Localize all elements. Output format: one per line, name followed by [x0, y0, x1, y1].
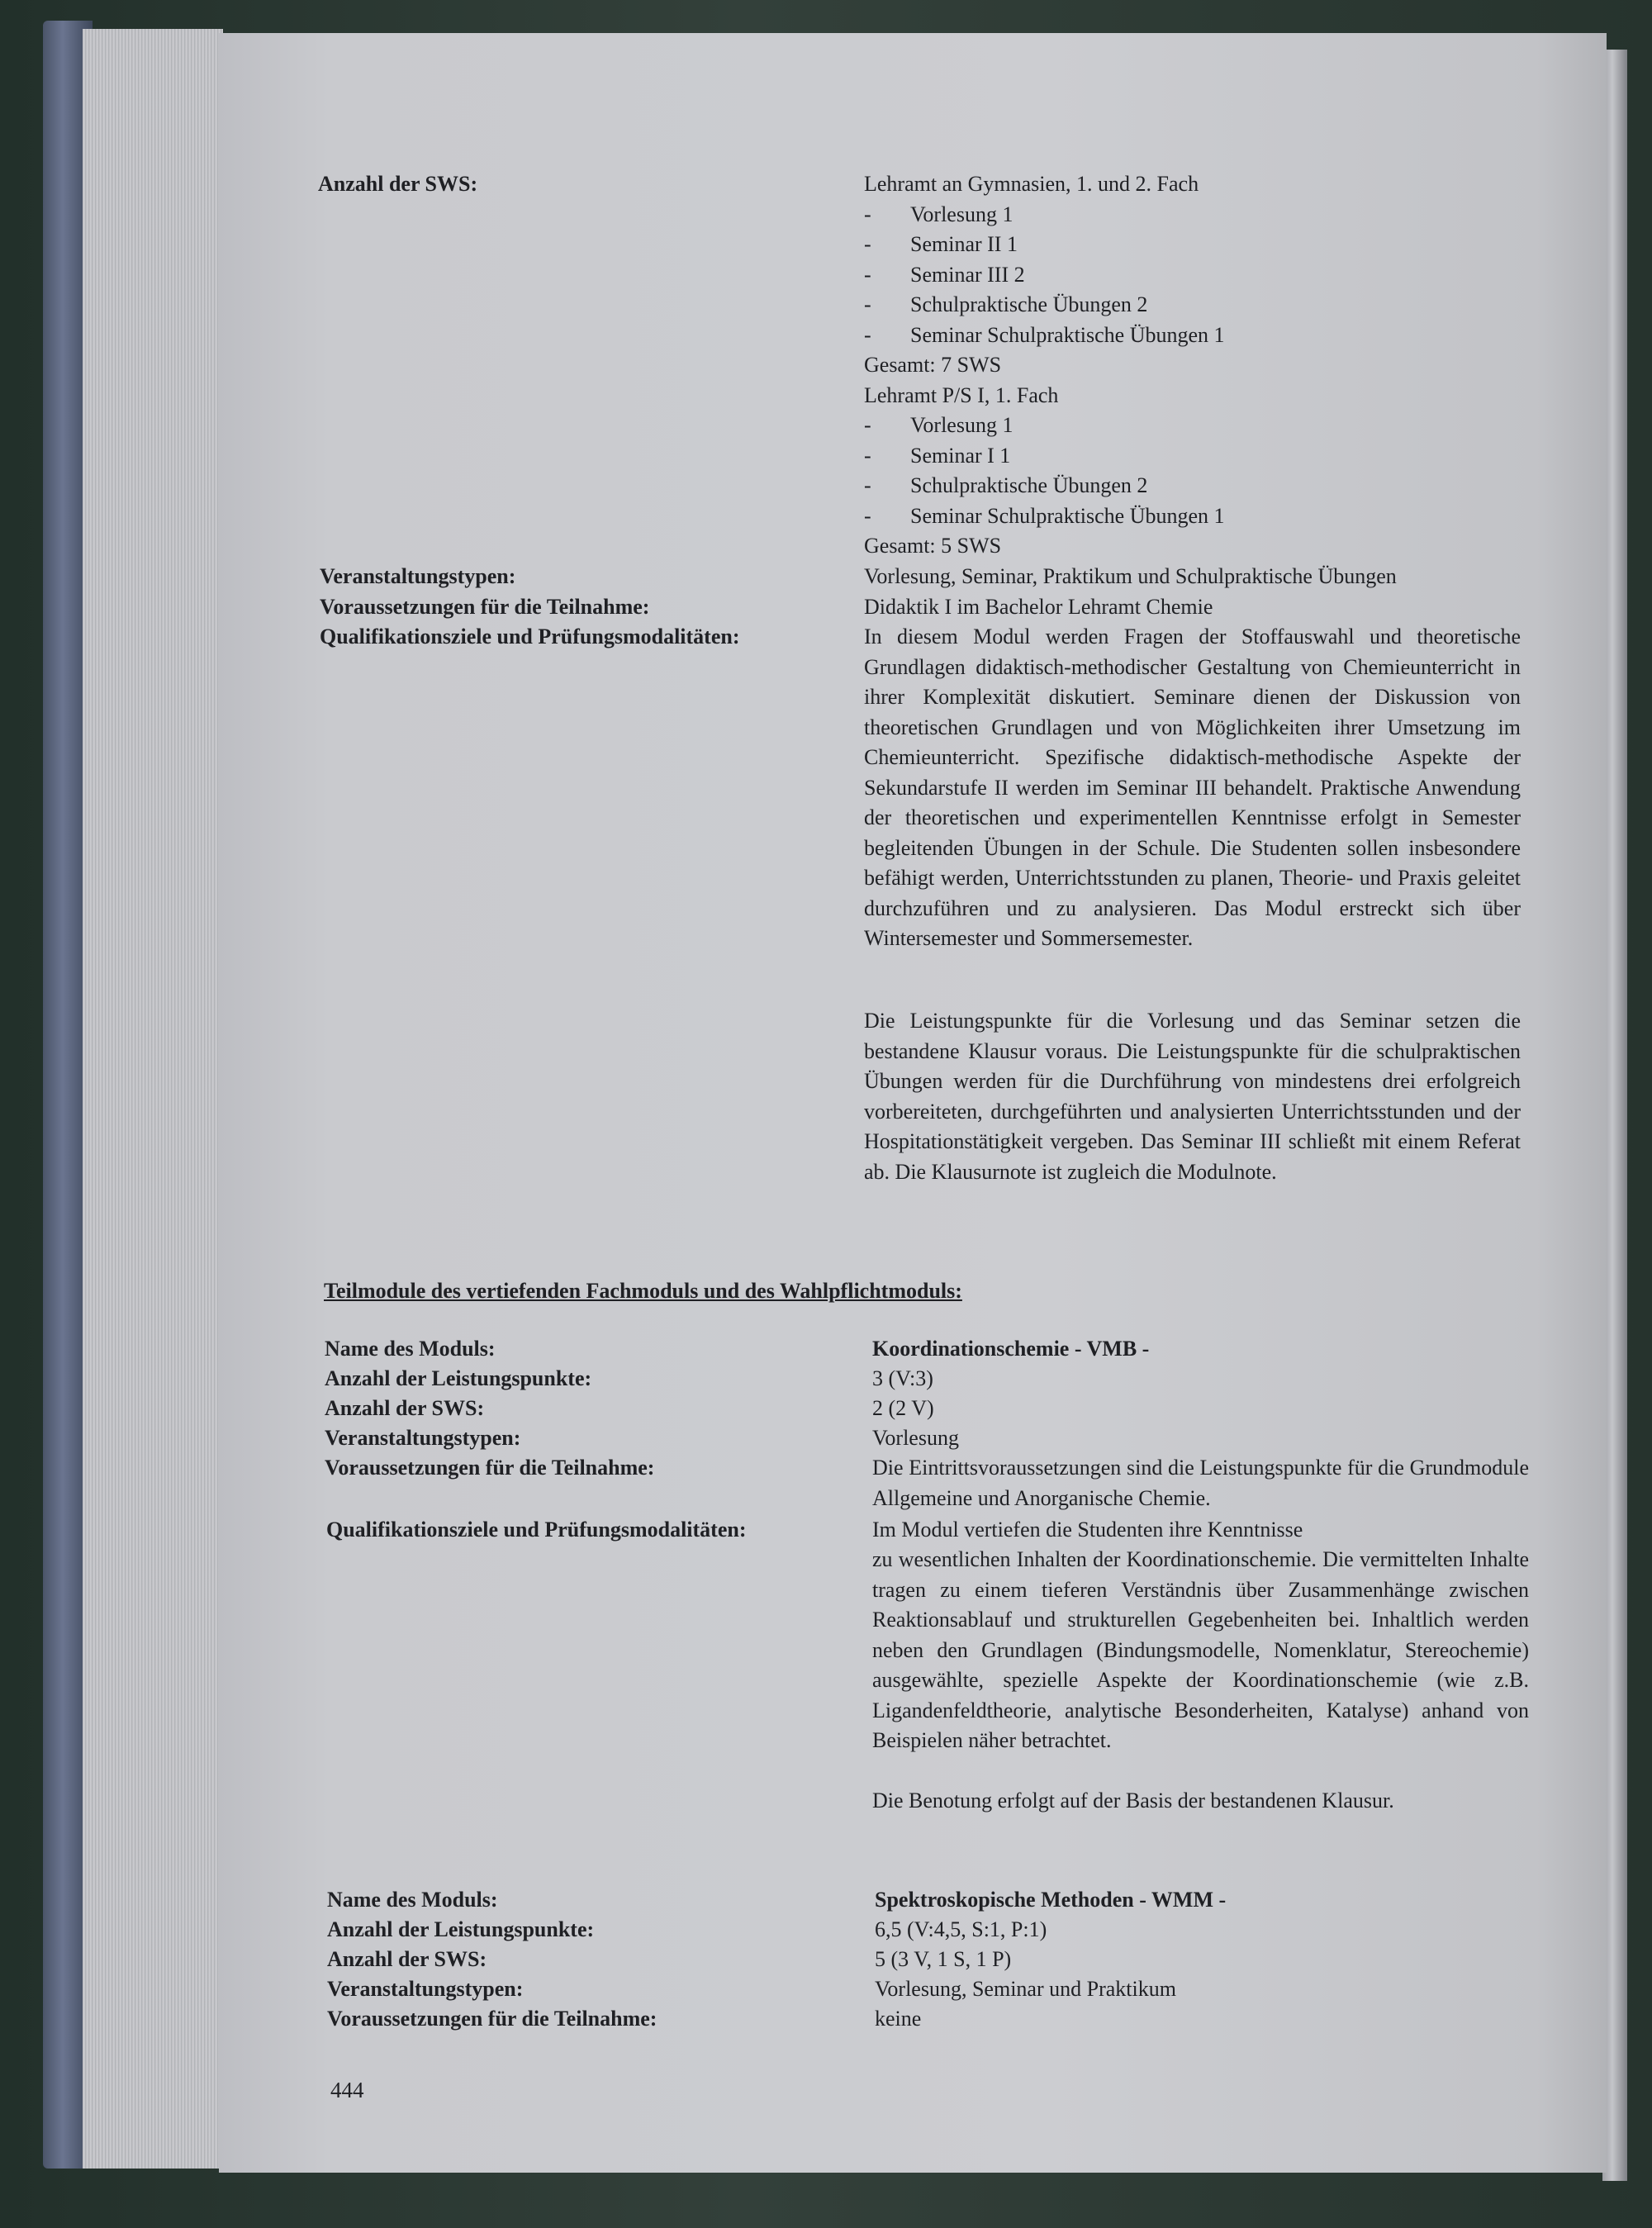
- vmb-sws-label: Anzahl der SWS:: [325, 1396, 485, 1420]
- vmb-lp-value: 3 (V:3): [872, 1366, 933, 1390]
- page-number: 444: [330, 2078, 364, 2102]
- gym-total: Gesamt: 7 SWS: [864, 353, 1002, 377]
- wmm-prereq-label: Voraussetzungen für die Teilnahme:: [327, 2007, 657, 2031]
- list-item: - Schulpraktische Übungen 2: [864, 473, 1148, 497]
- vmb-goals-label: Qualifikationsziele und Prüfungsmodalitäten:: [326, 1518, 747, 1542]
- vmb-types-label: Veranstaltungstypen:: [325, 1426, 521, 1450]
- wmm-lp-value: 6,5 (V:4,5, S:1, P:1): [875, 1917, 1047, 1941]
- prereq-label: Voraussetzungen für die Teilnahme:: [320, 595, 650, 619]
- wmm-name-value: Spektroskopische Methoden - WMM -: [875, 1888, 1227, 1912]
- section-heading: Teilmodule des vertiefenden Fachmoduls und des Wahlpflichtmoduls:: [324, 1279, 962, 1303]
- types-label: Veranstaltungstypen:: [320, 564, 516, 588]
- page-stack-edges: [83, 29, 223, 2169]
- list-item: - Seminar III 2: [864, 262, 1025, 287]
- list-item: - Vorlesung 1: [864, 413, 1014, 437]
- vmb-goals-line: Im Modul vertiefen die Studenten ihre Kenntnisse: [872, 1518, 1303, 1542]
- vmb-name-label: Name des Moduls:: [325, 1337, 496, 1361]
- list-item: - Seminar I 1: [864, 443, 1011, 468]
- sws-label: Anzahl der SWS:: [318, 172, 478, 196]
- goals-paragraph: In diesem Modul werden Fragen der Stoffauswahl und theoretische Grundlagen didaktisch-methodischer Gestaltung von Chemieunterricht in ihrer Komplexität diskutiert. Seminare dienen der Diskussion von theoretischen Grundlagen und von Möglichkeiten ihrer Umsetzung im Chemieunterricht. Spezifische didaktisch-methodische Aspekte der Sekundarstufe II werden im Seminar III behandelt. Praktische Anwendung der theoretischen und experimentellen Kenntnisse erfolgt in Semester begleitenden Übungen in der Schule. Die Studenten sollen insbesondere befähigt werden, Unterrichtsstunden zu planen, Theorie- und Praxis geleitet durchzuführen und zu analysieren. Das Modul erstreckt sich über Wintersemester und Sommersemester.: [864, 625, 1521, 950]
- vmb-grading: Die Benotung erfolgt auf der Basis der bestandenen Klausur.: [872, 1789, 1394, 1812]
- vmb-prereq-label: Voraussetzungen für die Teilnahme:: [325, 1456, 655, 1480]
- wmm-name-label: Name des Moduls:: [327, 1888, 498, 1912]
- wmm-sws-label: Anzahl der SWS:: [327, 1947, 487, 1971]
- ps-header: Lehramt P/S I, 1. Fach: [864, 382, 1059, 407]
- sws-list: [864, 169, 1225, 562]
- wmm-sws-value: 5 (3 V, 1 S, 1 P): [875, 1947, 1012, 1971]
- vmb-goals-paragraph: zu wesentlichen Inhalten der Koordinationschemie. Die vermittelten Inhalte tragen zu einem tieferen Verständnis über Zusammenhänge zwischen Reaktionsablauf und strukturellen Gegebenheiten bei. Inhaltlich werden neben den Grundlagen (Bindungsmodelle, Nomenklatur, Stereochemie) ausgewählte, spezielle Aspekte der Koordinationschemie (wie z.B. Ligandenfeldtheorie, analytische Besonderheiten, Katalyse) anhand von Beispielen näher betrachtet.: [872, 1547, 1529, 1752]
- list-item: - Seminar II 1: [864, 232, 1018, 256]
- vmb-types-value: Vorlesung: [872, 1426, 959, 1450]
- book-page: [219, 33, 1607, 2173]
- goals-paragraph-grading: Die Leistungspunkte für die Vorlesung und das Seminar setzen die bestandene Klausur voraus. Die Leistungspunkte für die schulpraktischen Übungen werden für die Durchführung von mindestens drei erfolgreich vorbereiteten, durchgeführten und analysierten Unterrichtsstunden und der Hospitationstätigkeit vergeben. Das Seminar III schließt mit einem Referat ab. Die Klausurnote ist zugleich die Modulnote.: [864, 1009, 1521, 1184]
- vmb-lp-label: Anzahl der Leistungspunkte:: [325, 1366, 592, 1390]
- wmm-types-label: Veranstaltungstypen:: [327, 1977, 524, 2001]
- vmb-sws-value: 2 (2 V): [872, 1396, 934, 1420]
- wmm-prereq-value: keine: [875, 2007, 922, 2031]
- vmb-name-value: Koordinationschemie - VMB -: [872, 1337, 1150, 1361]
- wmm-types-value: Vorlesung, Seminar und Praktikum: [875, 1977, 1176, 2001]
- list-item: - Seminar Schulpraktische Übungen 1: [864, 503, 1225, 528]
- wmm-lp-label: Anzahl der Leistungspunkte:: [327, 1917, 595, 1941]
- gym-header: Lehramt an Gymnasien, 1. und 2. Fach: [864, 172, 1199, 196]
- goals-label: Qualifikationsziele und Prüfungsmodalitäten:: [320, 625, 740, 648]
- ps-total: Gesamt: 5 SWS: [864, 534, 1002, 558]
- vmb-prereq-value: Die Eintrittsvoraussetzungen sind die Leistungspunkte für die Grundmodule Allgemeine und Anorganische Chemie.: [872, 1456, 1529, 1510]
- list-item: - Schulpraktische Übungen 2: [864, 292, 1148, 316]
- list-item: - Vorlesung 1: [864, 202, 1014, 226]
- list-item: - Seminar Schulpraktische Übungen 1: [864, 322, 1225, 347]
- types-value: Vorlesung, Seminar, Praktikum und Schulpraktische Übungen: [864, 564, 1397, 588]
- prereq-value: Didaktik I im Bachelor Lehramt Chemie: [864, 595, 1213, 619]
